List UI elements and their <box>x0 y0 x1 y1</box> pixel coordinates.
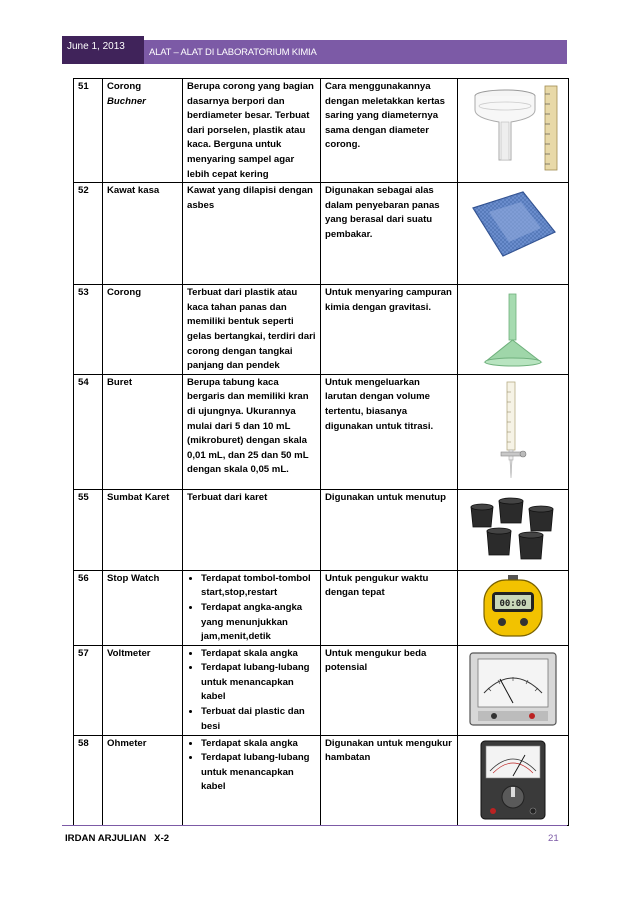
wire-gauze-icon <box>463 186 563 278</box>
burette-icon <box>483 378 543 483</box>
item-description: Terbuat dari karet <box>183 489 321 570</box>
feature-item: • Terbuat dai plastic dan besi <box>201 705 316 734</box>
item-image <box>458 645 569 735</box>
row-number: 55 <box>74 489 103 570</box>
item-description: Berupa corong yang bagian dasarnya berpori dan berdiameter besar. Terbuat dari porselen, plastik atau kaca. Berguna untuk menyaring sampel agar lebih cepat kering <box>183 79 321 183</box>
item-name: Sumbat Karet <box>103 489 183 570</box>
header-title: ALAT – ALAT DI LABORATORIUM KIMIA <box>144 40 567 64</box>
table-row <box>74 285 569 375</box>
footer-author: IRDAN ARJULIAN X-2 <box>65 833 170 844</box>
feature-item: • Terdapat lubang-lubang untuk menancapkan kabel <box>201 751 316 795</box>
row-number: 58 <box>74 735 103 825</box>
item-usage: Digunakan untuk mengukur hambatan <box>321 735 458 825</box>
funnel-icon <box>473 288 553 368</box>
item-image <box>458 285 569 375</box>
item-image <box>458 735 569 825</box>
row-number: 54 <box>74 374 103 489</box>
item-name: Corong <box>103 285 183 375</box>
item-usage: Untuk mengeluarkan larutan dengan volume tertentu, biasanya digunakan untuk titrasi. <box>321 374 458 489</box>
item-description: Kawat yang dilapisi dengan asbes <box>183 183 321 285</box>
voltmeter-icon <box>464 649 562 729</box>
item-name: Stop Watch <box>103 570 183 645</box>
item-name: Kawat kasa <box>103 183 183 285</box>
stopwatch-icon <box>474 574 552 638</box>
item-usage: Digunakan sebagai alas dalam penyebaran panas yang berasal dari suatu pembakar. <box>321 183 458 285</box>
rubber-stopper-icon <box>463 493 563 563</box>
row-number: 53 <box>74 285 103 375</box>
item-image <box>458 570 569 645</box>
feature-item: • Terdapat lubang-lubang untuk menancapkan kabel <box>201 661 316 705</box>
buchner-funnel-icon <box>463 82 563 174</box>
feature-list <box>187 737 316 795</box>
row-number: 56 <box>74 570 103 645</box>
ohmmeter-icon <box>473 739 553 821</box>
page-number: 21 <box>548 833 559 844</box>
item-usage: Untuk menyaring campuran kimia dengan gravitasi. <box>321 285 458 375</box>
item-name <box>103 79 183 183</box>
item-name-line1: Corong <box>107 81 142 92</box>
item-description: Terbuat dari plastik atau kaca tahan panas dan memiliki bentuk seperti gelas bertangkai, terdiri dari corong dengan tangkai panjang dan pendek <box>183 285 321 375</box>
item-image <box>458 374 569 489</box>
item-usage: Untuk pengukur waktu dengan tepat <box>321 570 458 645</box>
footer-divider <box>62 825 567 826</box>
table-row <box>74 489 569 570</box>
row-number: 51 <box>74 79 103 183</box>
feature-item: • Terdapat tombol-tombol start,stop,restart <box>201 572 316 601</box>
lab-equipment-table <box>73 78 569 826</box>
header-date: June 1, 2013 <box>62 36 144 64</box>
table-row <box>74 374 569 489</box>
feature-item: • Terdapat skala angka <box>201 647 316 662</box>
svg-text:00:00: 00:00 <box>499 598 527 609</box>
feature-item: • Terdapat skala angka <box>201 737 316 752</box>
item-usage: Untuk mengukur beda potensial <box>321 645 458 735</box>
item-description: Berupa tabung kaca bergaris dan memiliki kran di ujungnya. Ukurannya mulai dari 5 dan 10 mL (mikroburet) dengan skala 0,01 mL, dan 25 dan 50 mL dengan skala 0,05 mL. <box>183 374 321 489</box>
item-usage: Cara menggunakannya dengan meletakkan kertas saring yang diameternya sama dengan diameter corong. <box>321 79 458 183</box>
item-name: Voltmeter <box>103 645 183 735</box>
item-name: Buret <box>103 374 183 489</box>
item-name-line2: Buchner <box>107 95 146 107</box>
item-image <box>458 489 569 570</box>
table-row <box>74 183 569 285</box>
feature-list <box>187 647 316 735</box>
item-description <box>183 735 321 825</box>
table-row <box>74 645 569 735</box>
item-description <box>183 645 321 735</box>
item-name: Ohmeter <box>103 735 183 825</box>
feature-item: • Terdapat angka-angka yang menunjukkan jam,menit,detik <box>201 601 316 645</box>
item-description <box>183 570 321 645</box>
row-number: 57 <box>74 645 103 735</box>
table-row <box>74 570 569 645</box>
item-image <box>458 79 569 183</box>
feature-list <box>187 572 316 645</box>
item-usage: Digunakan untuk menutup <box>321 489 458 570</box>
table-row <box>74 79 569 183</box>
table-row <box>74 735 569 825</box>
row-number: 52 <box>74 183 103 285</box>
item-image <box>458 183 569 285</box>
